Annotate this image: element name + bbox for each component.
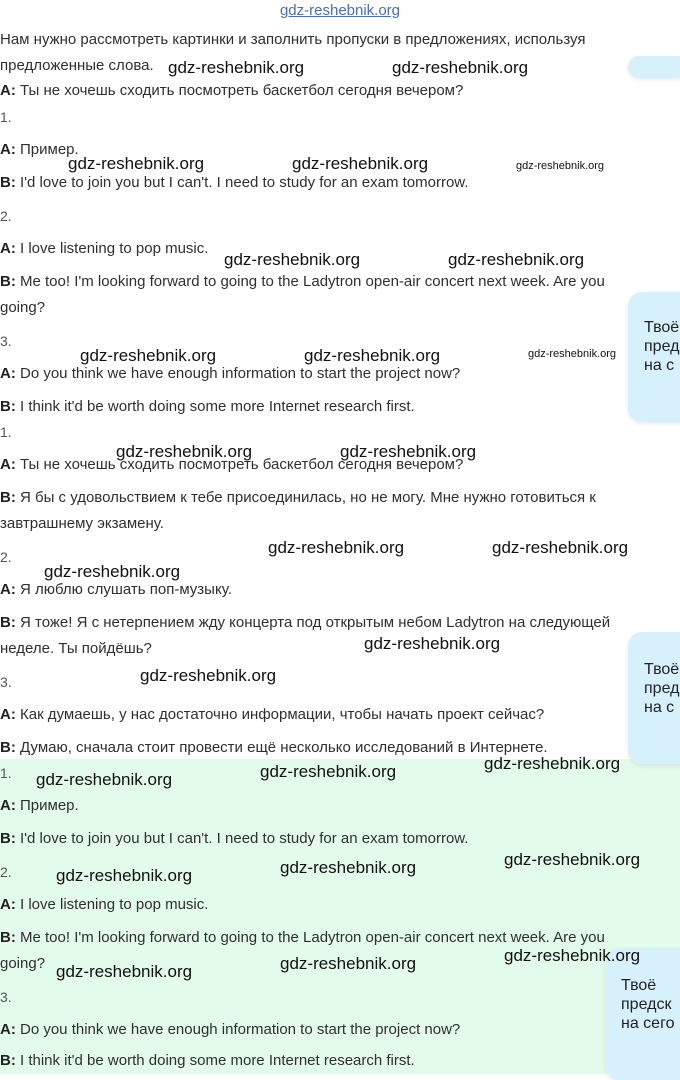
- watermark-text: gdz-reshebnik.org: [392, 58, 529, 77]
- speaker-b-label: B:: [0, 489, 16, 506]
- watermark-text: gdz-reshebnik.org: [504, 850, 641, 869]
- watermark-text: gdz-reshebnik.org: [68, 154, 205, 173]
- dialog-text: Do you think we have enough information to start the project now?: [20, 365, 461, 382]
- speaker-a-label: A:: [0, 1021, 16, 1038]
- watermark-text: gdz-reshebnik.org: [80, 346, 217, 365]
- watermark-text: gdz-reshebnik.org: [504, 946, 641, 965]
- item-number: 3.: [0, 674, 12, 690]
- dialog-text: Пример.: [20, 797, 79, 814]
- task-text-line-1: Нам нужно рассмотреть картинки и заполнить пропуски в предложениях, используя: [0, 31, 586, 48]
- watermark-text: gdz-reshebnik.org: [448, 250, 585, 269]
- promo-bubble-text: Твоё: [644, 319, 680, 336]
- site-header-link[interactable]: gdz-reshebnik.org: [279, 2, 401, 19]
- item-number: 1.: [0, 765, 12, 781]
- dialog-text: Я тоже! Я с нетерпением жду концерта под открытым небом Ladytron на следующей: [20, 614, 611, 631]
- watermark-text: gdz-reshebnik.org: [280, 954, 417, 973]
- dialog-line-continued: завтрашнему экзамену.: [0, 515, 164, 532]
- item-number: 3.: [0, 333, 12, 349]
- speaker-a-label: A:: [0, 141, 16, 158]
- promo-bubble-text: пред: [644, 338, 680, 355]
- dialog-text: I think it'd be worth doing some more Internet research first.: [20, 1052, 415, 1069]
- dialog-line-continued: going?: [0, 299, 46, 316]
- promo-bubble[interactable]: [628, 292, 680, 422]
- watermark-text: gdz-reshebnik.org: [492, 538, 629, 557]
- watermark-text: gdz-reshebnik.org: [260, 762, 397, 781]
- promo-bubble-text: предск: [621, 996, 672, 1013]
- dialog-line: [0, 236, 208, 262]
- watermark-text: gdz-reshebnik.org: [340, 442, 477, 461]
- watermark-text: gdz-reshebnik.org: [140, 666, 277, 685]
- speaker-b-label: B:: [0, 739, 16, 756]
- watermark-text: gdz-reshebnik.org: [280, 858, 417, 877]
- watermark-text: gdz-reshebnik.org: [224, 250, 361, 269]
- dialog-line: [0, 1048, 415, 1074]
- promo-bubble-text: на с: [644, 699, 675, 716]
- speaker-b-label: B:: [0, 273, 16, 290]
- speaker-a-label: A:: [0, 82, 16, 99]
- task-text-line-2: предложенные слова.: [0, 57, 154, 74]
- dialog-text: I love listening to pop music.: [20, 896, 209, 913]
- watermark-text: gdz-reshebnik.org: [56, 962, 193, 981]
- speaker-a-label: A:: [0, 240, 16, 257]
- dialog-text: Пример.: [20, 141, 79, 158]
- speaker-b-label: B:: [0, 398, 16, 415]
- speaker-a-label: A:: [0, 797, 16, 814]
- dialog-text: I'd love to join you but I can't. I need to study for an exam tomorrow.: [20, 174, 469, 191]
- dialog-text: Я бы с удовольствием к тебе присоединилась, но не могу. Мне нужно готовиться к: [20, 489, 596, 506]
- dialog-text: Ты не хочешь сходить посмотреть баскетбол сегодня вечером?: [20, 82, 464, 99]
- watermark-text: gdz-reshebnik.org: [56, 866, 193, 885]
- dialog-line: [0, 826, 468, 852]
- dialog-line: [0, 137, 79, 163]
- speaker-a-label: A:: [0, 706, 16, 723]
- item-number: 1.: [0, 424, 12, 440]
- speaker-a-label: A:: [0, 456, 16, 473]
- dialog-line: [0, 269, 605, 295]
- dialog-text: Думаю, сначала стоит провести ещё несколько исследований в Интернете.: [20, 739, 548, 756]
- watermark-text: gdz-reshebnik.org: [528, 348, 617, 360]
- promo-bubble-text: на с: [644, 357, 675, 374]
- promo-bubble[interactable]: [605, 948, 680, 1080]
- dialog-text: I think it'd be worth doing some more Internet research first.: [20, 398, 415, 415]
- speaker-b-label: B:: [0, 1052, 16, 1069]
- watermark-text: gdz-reshebnik.org: [516, 160, 605, 172]
- speaker-b-label: B:: [0, 614, 16, 631]
- promo-bubble[interactable]: [628, 632, 680, 764]
- watermark-text: gdz-reshebnik.org: [168, 58, 305, 77]
- dialog-text: Do you think we have enough information to start the project now?: [20, 1021, 461, 1038]
- dialog-line-continued: going?: [0, 955, 46, 972]
- dialog-line: [0, 78, 463, 104]
- dialog-text: I'd love to join you but I can't. I need to study for an exam tomorrow.: [20, 830, 469, 847]
- item-number: 2.: [0, 864, 12, 880]
- promo-bubble-text: пред: [644, 680, 680, 697]
- speaker-a-label: A:: [0, 365, 16, 382]
- promo-bubble-text: Твоё: [621, 977, 657, 994]
- promo-bubble-text: на сего: [621, 1015, 675, 1032]
- dialog-line: [0, 892, 208, 918]
- dialog-line: [0, 793, 79, 819]
- dialog-line: [0, 735, 548, 761]
- speaker-a-label: A:: [0, 581, 16, 598]
- speaker-b-label: B:: [0, 174, 16, 191]
- speaker-b-label: B:: [0, 830, 16, 847]
- watermark-text: gdz-reshebnik.org: [484, 754, 621, 773]
- dialog-text: Me too! I'm looking forward to going to the Ladytron open-air concert next week. Are you: [20, 273, 605, 290]
- dialog-text: Ты не хочешь сходить посмотреть баскетбол сегодня вечером?: [20, 456, 464, 473]
- dialog-text: Я люблю слушать поп-музыку.: [20, 581, 232, 598]
- dialog-text: Me too! I'm looking forward to going to the Ladytron open-air concert next week. Are you: [20, 929, 605, 946]
- dialog-text: I love listening to pop music.: [20, 240, 209, 257]
- watermark-text: gdz-reshebnik.org: [304, 346, 441, 365]
- item-number: 2.: [0, 208, 12, 224]
- watermark-text: gdz-reshebnik.org: [364, 634, 501, 653]
- item-number: 1.: [0, 109, 12, 125]
- dialog-line: [0, 702, 544, 728]
- dialog-line-continued: неделе. Ты пойдёшь?: [0, 640, 152, 657]
- dialog-line: [0, 1017, 460, 1043]
- dialog-line: [0, 394, 415, 420]
- watermark-text: gdz-reshebnik.org: [36, 770, 173, 789]
- promo-bubble-partial[interactable]: [628, 56, 680, 78]
- speaker-a-label: A:: [0, 896, 16, 913]
- item-number: 3.: [0, 989, 12, 1005]
- promo-bubble-text: Твоё: [644, 661, 680, 678]
- watermark-text: gdz-reshebnik.org: [292, 154, 429, 173]
- dialog-text: Как думаешь, у нас достаточно информации, чтобы начать проект сейчас?: [20, 706, 545, 723]
- watermark-text: gdz-reshebnik.org: [116, 442, 253, 461]
- item-number: 2.: [0, 549, 12, 565]
- speaker-b-label: B:: [0, 929, 16, 946]
- watermark-text: gdz-reshebnik.org: [44, 562, 181, 581]
- dialog-line: [0, 610, 610, 636]
- watermark-text: gdz-reshebnik.org: [268, 538, 405, 557]
- dialog-line: [0, 485, 596, 511]
